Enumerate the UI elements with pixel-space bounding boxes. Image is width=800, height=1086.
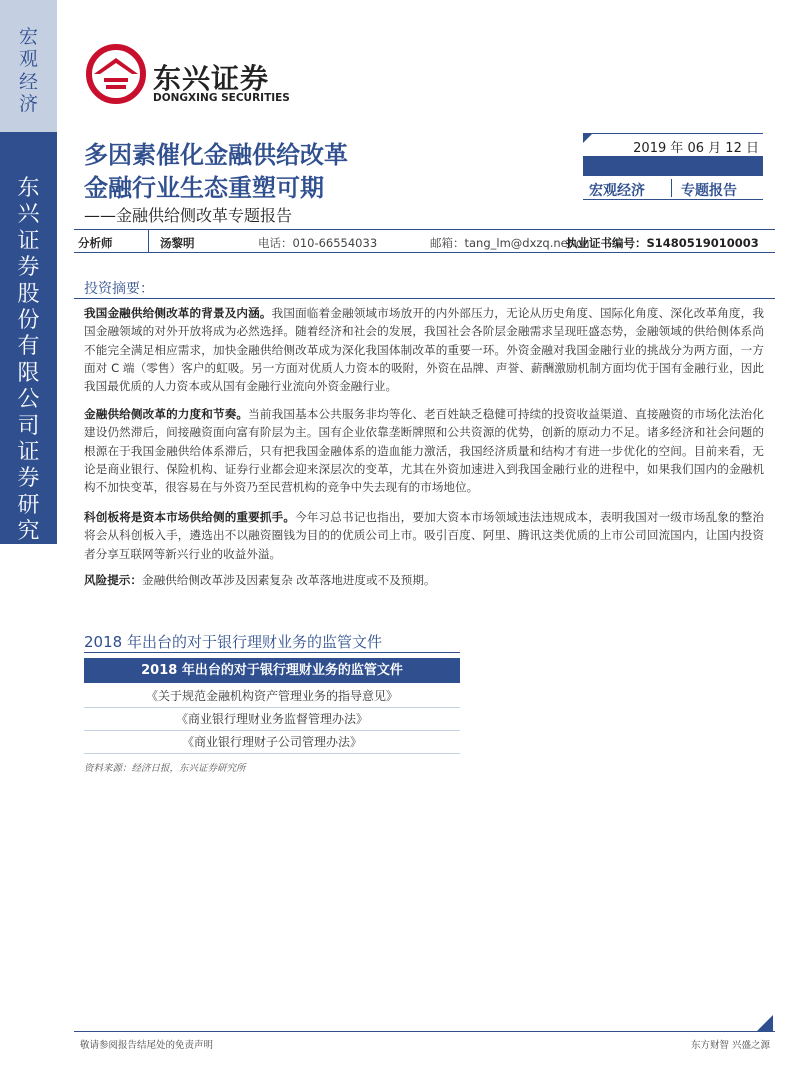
tag-type: 专题报告	[681, 183, 737, 199]
sidebar-char: 公	[17, 387, 40, 413]
footer-rule	[74, 1031, 775, 1032]
sidebar-char: 券	[17, 255, 40, 281]
tag-category: 宏观经济	[589, 183, 645, 199]
report-title-line2: 金融行业生态重塑可期	[84, 174, 324, 202]
report-title-line1: 多因素催化金融供给改革	[84, 141, 348, 169]
risk-paragraph	[84, 571, 764, 589]
summary-heading: 投资摘要：	[84, 281, 154, 297]
analyst-phone: 电话：010-66554033	[258, 236, 378, 250]
summary-paragraph	[84, 508, 764, 563]
sidebar-char: 有	[17, 334, 40, 360]
analyst-cert: 执业证书编号：S1480519010003	[566, 236, 759, 250]
analyst-label: 分析师	[78, 236, 113, 250]
corner-triangle-icon	[583, 133, 593, 143]
table-caption: 2018 年出台的对于银行理财业务的监管文件	[84, 633, 382, 651]
analyst-name: 汤黎明	[160, 236, 195, 250]
sidebar-char: 报	[17, 545, 40, 571]
sidebar-char: 证	[17, 439, 40, 465]
paragraph-lead: 我国金融供给侧改革的背景及内涵。	[84, 306, 272, 320]
sidebar-char: 限	[17, 360, 40, 386]
paragraph-lead: 科创板将是资本市场供给侧的重要抓手。	[84, 510, 296, 524]
analyst-bar	[74, 229, 775, 253]
sidebar-char: 东	[17, 176, 40, 201]
table-caption-rule	[84, 652, 460, 653]
sidebar-char: 究	[17, 519, 40, 545]
paragraph-text: 今年习总书记也指出，要加大资本市场领域违法违规成本，表明我国对一级市场乱象的整治将会从科创板入手，遴选出不以融资圈钱为目的的优质公司上市。吸引百度、阿里、腾讯这类优质的上市公司回流国内，让国内投资者分享互联网等新兴行业的收益外溢。	[84, 510, 764, 561]
dongxing-logo-icon	[84, 44, 148, 104]
footer-disclaimer: 敬请参阅报告结尾处的免责声明	[80, 1040, 214, 1051]
table-row: 《商业银行理财子公司管理办法》	[84, 731, 460, 754]
sidebar-company-label	[0, 176, 57, 598]
logo-name-en: DONGXING SECURITIES	[153, 92, 290, 104]
logo-name-cn: 东兴证券	[153, 62, 270, 95]
summary-paragraph	[84, 405, 764, 496]
report-subtitle: ——金融供给侧改革专题报告	[84, 206, 293, 225]
paragraph-lead: 风险提示：	[84, 573, 142, 587]
summary-paragraph	[84, 304, 764, 395]
summary-rule	[74, 298, 775, 299]
report-date: 2019 年 06 月 12 日	[633, 141, 759, 156]
paragraph-text: 金融供给侧改革涉及因素复杂 改革落地进度或不及预期。	[141, 573, 436, 587]
date-tag-box	[583, 133, 763, 201]
table-row: 《商业银行理财业务监督管理办法》	[84, 708, 460, 731]
sidebar-char: 券	[17, 466, 40, 492]
paragraph-lead: 金融供给侧改革的力度和节奏。	[84, 407, 249, 421]
sidebar-char: 证	[17, 228, 40, 254]
footer-slogan: 东方财智 兴盛之源	[690, 1040, 770, 1051]
report-tags	[583, 176, 763, 200]
analyst-divider	[148, 230, 149, 252]
footer-triangle-icon	[757, 1015, 773, 1031]
table-header: 2018 年出台的对于银行理财业务的监管文件	[84, 658, 460, 683]
sidebar-char: 兴	[17, 202, 40, 228]
date-top-rule	[583, 133, 763, 134]
paragraph-text: 我国面临着金融领域市场放开的内外部压力，无论从历史角度、国际化角度、深化改革角度，我国金融领域的对外开放将成为必然选择。随着经济和社会的发展，我国社会各阶层金融需求呈现旺盛态势，金融领域的供给侧体系尚不能完全满足相应需求，加快金融供给侧改革成为深化我国体制改革的重要一环。外资金融对我国金融行业的挑战分为两方面，一方面对 C 端（零售）客户的虹吸。另一方面对优质人力资本的吸附，外资在品牌、声誉、薪酬激励机制方面均优于国有金融行业，因此我国最优质的人力资本或从国有金融行业流向外资金融行业。	[84, 306, 764, 394]
sidebar-char: 告	[17, 571, 40, 597]
sidebar-char: 研	[17, 492, 40, 518]
tag-divider	[671, 179, 672, 197]
sidebar-char: 经	[18, 70, 38, 93]
analyst-email[interactable]: 邮箱：tang_lm@dxzq.net.cn	[430, 236, 590, 250]
sidebar-char: 济	[18, 93, 38, 116]
sidebar-char: 份	[17, 307, 40, 333]
sidebar-char: 司	[17, 413, 40, 439]
sidebar-char: 宏	[18, 26, 38, 48]
sidebar-char: 观	[18, 48, 38, 71]
sidebar-category-label	[0, 26, 57, 116]
table-source: 资料来源：经济日报，东兴证券研究所	[84, 763, 246, 774]
paragraph-text: 当前我国基本公共服务非均等化、老百姓缺乏稳健可持续的投资收益渠道、直接融资的市场化法治化建设仍然滞后，间接融资面向富有阶层为主。国有企业依靠垄断牌照和公共资源的优势，创新的原动力不足。诸多经济和社会问题的根源在于我国金融供给体系滞后，只有把我国金融体系的造血能力激活，我国经济质量和结构才有进一步优化的空间。目前来看，无论是商业银行、保险机构、证券行业都会迎来深层次的变革，尤其在外资加速进入到我国金融行业的进程中，如果我们国内的金融机构不加快变革，很容易在与外资乃至民营机构的竞争中失去现有的市场地位。	[84, 407, 764, 495]
table-row: 《关于规范金融机构资产管理业务的指导意见》	[84, 685, 460, 708]
sidebar-char: 股	[17, 281, 40, 307]
date-color-bar	[583, 156, 763, 176]
